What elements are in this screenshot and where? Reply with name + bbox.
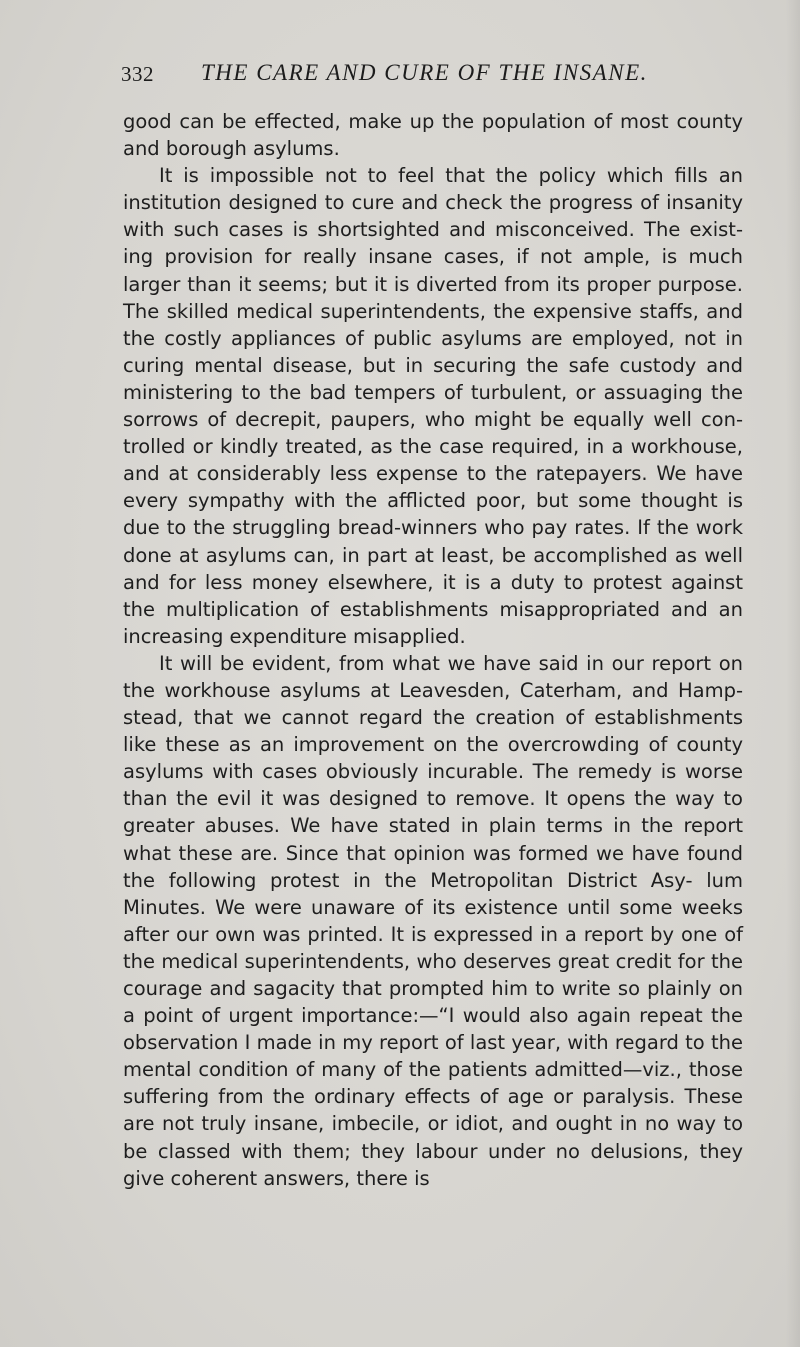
running-title: THE CARE AND CURE OF THE INSANE. bbox=[201, 60, 648, 85]
page-number: 332 bbox=[121, 62, 154, 86]
paragraph-policy: It is impossible not to feel that the policy which fills an institution designed to cure and check the progress of insanity with such cases is shortsighted and misconceived. The exist- ing provision for really insane cases, if not ample, is much larger than it seems; but it is diverted from its proper purpose. The skilled medical superintendents, the expensive staffs, and the costly appliances of public asylums are employed, not in curing mental disease, but in securing the safe custody and ministering to the bad tempers of turbulent, or assuaging the sorrows of decrepit, paupers, who might be equally well con- trolled or kindly treated, as the case required, in a workhouse, and at considerably less expense to the ratepayers. We have every sympathy with the afflicted poor, but some thought is due to the struggling bread-winners who pay rates. If the work done at asylums can, in part at least, be accomplished as well and for less money elsewhere, it is a duty to protest against the multiplication of establishments misappropriated and an increasing expenditure misapplied. bbox=[123, 164, 743, 648]
paragraph-workhouse-asylums: It will be evident, from what we have said in our report on the workhouse asylums at Leavesden, Caterham, and Hamp- stead, that we cannot regard the creation of establishments like these as an improvement on the overcrowding of county asylums with cases obviously incurable. The remedy is worse than the evil it was designed to remove. It opens the way to greater abuses. We have stated in plain terms in the report what these are. Since that opinion was formed we have found the following protest in the Metropolitan District Asy- lum Minutes. We were unaware of its existence until some weeks after our own was printed. It is expressed in a report by one of the medical superintendents, who deserves great credit for the courage and sagacity that prompted him to write so plainly on a point of urgent importance:—“I would also again repeat the observation I made in my report of last year, with regard to the mental condition of many of the patients admitted—viz., those suffering from the ordinary effects of age or paralysis. These are not truly insane, imbecile, or idiot, and ought in no way to be classed with them; they labour under no delusions, they give coherent answers, there is bbox=[123, 651, 743, 1190]
paragraph-continuation: good can be effected, make up the population of most county and borough asylums. bbox=[123, 110, 743, 161]
body-text bbox=[123, 108, 743, 1192]
running-head bbox=[121, 60, 675, 92]
